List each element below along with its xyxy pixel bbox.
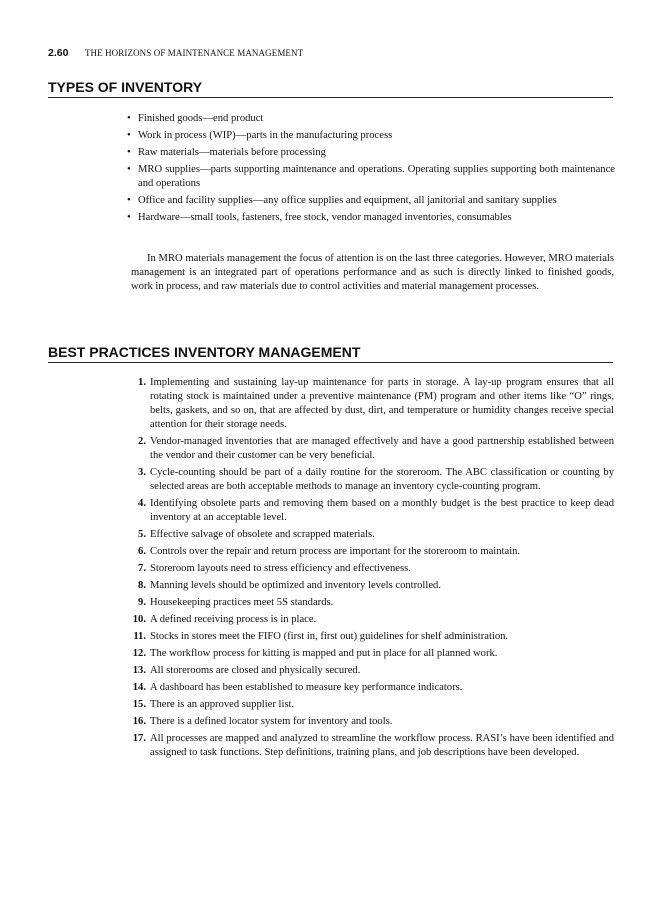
page-number: 2.60 [48, 47, 69, 59]
practice-number: 3. [138, 467, 146, 478]
practice-number: 13. [132, 665, 146, 676]
practice-text: The workflow process for kitting is mapped and put in place for all planned work. [150, 648, 498, 659]
list-item-text: Raw materials—materials before processing [138, 147, 326, 158]
list-item-text: Work in process (WIP)—parts in the manufacturing process [138, 130, 393, 141]
practice-item [127, 698, 614, 712]
practice-item [127, 545, 614, 559]
practice-text: There is an approved supplier list. [150, 699, 295, 710]
practice-number: 9. [138, 597, 146, 608]
practice-item [127, 497, 614, 525]
practice-item [127, 664, 614, 678]
practice-item [127, 562, 614, 576]
practice-number: 12. [132, 648, 146, 659]
practice-text: Stocks in stores meet the FIFO (first in, first out) guidelines for shelf administration. [150, 631, 509, 642]
list-item-text: Hardware—small tools, fasteners, free stock, vendor managed inventories, consumables [138, 212, 512, 223]
practice-text: Vendor-managed inventories that are managed effectively and have a good partnership established between the vendor and their customer can be very beneficial. [150, 436, 614, 461]
practice-text: Cycle-counting should be part of a daily routine for the storeroom. The ABC classification or counting by selected areas are both acceptable methods to manage an inventory cycle-counting program. [150, 467, 614, 492]
practice-item [127, 732, 614, 760]
list-item [127, 112, 615, 126]
practice-text: Housekeeping practices meet 5S standards. [150, 597, 334, 608]
list-item [127, 211, 615, 225]
list-item-text: MRO supplies—parts supporting maintenance and operations. Operating supplies supporting both maintenance and operations [138, 164, 615, 189]
practice-text: Manning levels should be optimized and inventory levels controlled. [150, 580, 441, 591]
practice-item [127, 715, 614, 729]
bullet-dot: • [127, 113, 131, 124]
practice-number: 17. [132, 733, 146, 744]
practice-text: Implementing and sustaining lay-up maintenance for parts in storage. A lay-up program ensures that all rotating stock is maintained under a preventive maintenance (PM) program and other items like “O” rings, belts, gaskets, and so on, that are affected by dust, dirt, and temperature or humidity changes receive special attention for their storage needs. [150, 377, 614, 430]
practice-text: Storeroom layouts need to stress efficiency and effectiveness. [150, 563, 411, 574]
practice-item [127, 376, 614, 432]
list-item [127, 163, 615, 191]
practice-text: Effective salvage of obsolete and scrapped materials. [150, 529, 375, 540]
practice-number: 16. [132, 716, 146, 727]
practice-item [127, 596, 614, 610]
running-header [48, 47, 303, 59]
practice-number: 4. [138, 498, 146, 509]
practice-item [127, 613, 614, 627]
practice-number: 8. [138, 580, 146, 591]
bullet-dot: • [127, 212, 131, 223]
list-item-text: Finished goods—end product [138, 113, 264, 124]
section-heading-best-practices: BEST PRACTICES INVENTORY MANAGEMENT [48, 344, 613, 363]
list-item [127, 146, 615, 160]
bullet-dot: • [127, 130, 131, 141]
practice-item [127, 435, 614, 463]
practice-item [127, 647, 614, 661]
book-title: THE HORIZONS OF MAINTENANCE MANAGEMENT [84, 48, 304, 58]
practice-text: There is a defined locator system for inventory and tools. [150, 716, 393, 727]
practice-text: Controls over the repair and return process are important for the storeroom to maintain. [150, 546, 521, 557]
practice-number: 5. [138, 529, 146, 540]
practice-item [127, 681, 614, 695]
list-item-text: Office and facility supplies—any office supplies and equipment, all janitorial and sanitary supplies [138, 195, 557, 206]
bullet-dot: • [127, 147, 131, 158]
practice-text: A dashboard has been established to measure key performance indicators. [150, 682, 463, 693]
practice-number: 10. [132, 614, 146, 625]
practice-item [127, 630, 614, 644]
practice-number: 14. [132, 682, 146, 693]
practice-number: 2. [138, 436, 146, 447]
practice-number: 6. [138, 546, 146, 557]
list-item [127, 129, 615, 143]
practice-text: A defined receiving process is in place. [150, 614, 317, 625]
practice-item [127, 579, 614, 593]
best-practices-list [127, 376, 614, 763]
practice-text: All storerooms are closed and physically secured. [150, 665, 361, 676]
practice-item [127, 528, 614, 542]
practice-number: 15. [132, 699, 146, 710]
inventory-types-list [127, 112, 615, 228]
practice-item [127, 466, 614, 494]
bullet-dot: • [127, 195, 131, 206]
bullet-dot: • [127, 164, 131, 175]
section-heading-types-of-inventory: TYPES OF INVENTORY [48, 79, 613, 98]
list-item [127, 194, 615, 208]
practice-text: All processes are mapped and analyzed to streamline the workflow process. RASI’s have been identified and assigned to task functions. Step definitions, training plans, and job descriptions have been developed. [150, 733, 614, 758]
practice-number: 11. [133, 631, 146, 642]
practice-number: 7. [138, 563, 146, 574]
mro-paragraph: In MRO materials management the focus of attention is on the last three categories. However, MRO materials management is an integrated part of operations performance and as such is directly linked to finished goods, work in process, and raw materials due to control activities and material management processes. [131, 253, 614, 292]
practice-text: Identifying obsolete parts and removing them based on a monthly budget is the best practice to keep dead inventory at an acceptable level. [150, 498, 614, 523]
practice-number: 1. [138, 377, 146, 388]
